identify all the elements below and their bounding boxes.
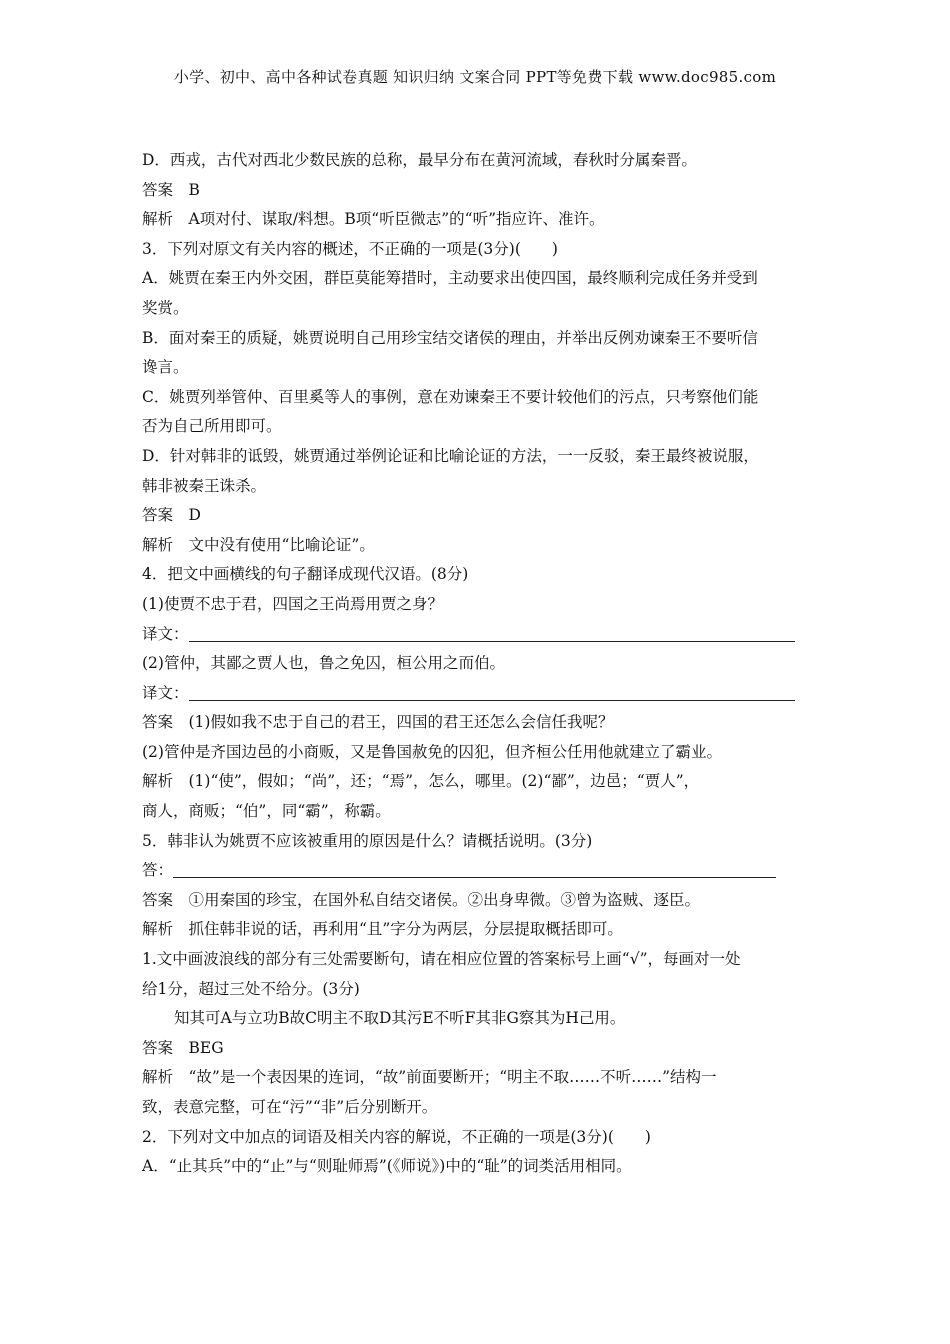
question-3: 3．下列对原文有关内容的概述，不正确的一项是(3分)( ): [142, 239, 558, 258]
analysis-line: 解析 “故”是一个表因果的连词，“故”前面要断开；“明主不取……不听……”结构一: [142, 1068, 717, 1087]
translation-label: 译文：: [142, 624, 189, 643]
answer-blank[interactable]: [189, 623, 795, 642]
analysis-line: 解析 文中没有使用“比喻论证”。: [142, 535, 375, 554]
option-b-line-cont: 谗言。: [142, 358, 189, 377]
question-2: 2．下列对文中加点的词语及相关内容的解说，不正确的一项是(3分)( ): [142, 1127, 651, 1146]
option-c-line: C．姚贾列举管仲、百里奚等人的事例，意在劝谏秦王不要计较他们的污点，只考察他们能: [142, 387, 759, 406]
answer-field-line: [142, 856, 817, 886]
punctuation-passage: 知其可A与立功B故C明主不取D其污E不听F其非G察其为H己用。: [174, 1009, 626, 1028]
question-1-cont: 给1分，超过三处不给分。(3分): [142, 979, 360, 998]
option-d2-line-cont: 韩非被秦王诛杀。: [142, 476, 267, 495]
translation-line-2: [142, 679, 817, 709]
option-a-line-cont: 奖赏。: [142, 298, 189, 317]
question-4: 4．把文中画横线的句子翻译成现代汉语。(8分): [142, 565, 469, 584]
translation-label: 译文：: [142, 683, 189, 702]
analysis-line-cont: 商人，商贩；“伯”，同“霸”，称霸。: [142, 802, 391, 821]
analysis-line: 解析 抓住韩非说的话，再利用“且”字分为两层，分层提取概括即可。: [142, 920, 623, 939]
answer-line: 答案 BEG: [142, 1038, 224, 1057]
option-d-line: D．西戎，古代对西北少数民族的总称，最早分布在黄河流域，春秋时分属秦晋。: [142, 151, 697, 169]
analysis-line: 解析 A项对付、谋取/料想。B项“听臣微志”的“听”指应许、准许。: [142, 210, 605, 229]
document-body: [142, 146, 817, 1182]
answer-label: 答：: [142, 861, 174, 880]
page-header-banner: 小学、初中、高中各种试卷真题 知识归纳 文案合同 PPT等免费下载 www.doc985.com: [173, 68, 777, 86]
answer-line: 答案 B: [142, 180, 200, 199]
option-a-line: A．“止其兵”中的“止”与“则耻师焉”(《师说》)中的“耻”的词类活用相同。: [142, 1157, 632, 1176]
question-1: 1.文中画波浪线的部分有三处需要断句，请在相应位置的答案标号上画“√”，每画对一处: [142, 950, 741, 969]
answer-line-cont: (2)管仲是齐国边邑的小商贩，又是鲁国赦免的囚犯，但齐桓公任用他就建立了霸业。: [142, 742, 722, 761]
answer-line: 答案 (1)假如我不忠于自己的君王，四国的君王还怎么会信任我呢？: [142, 713, 614, 732]
answer-blank[interactable]: [173, 859, 776, 878]
sentence-2: (2)管仲，其鄙之贾人也，鲁之免囚，桓公用之而伯。: [142, 654, 505, 673]
sentence-1: (1)使贾不忠于君，四国之王尚焉用贾之身？: [142, 594, 443, 613]
option-d2-line: D．针对韩非的诋毁，姚贾通过举例论证和比喻论证的方法，一一反驳，秦王最终被说服，: [142, 446, 759, 465]
option-a-line: A．姚贾在秦王内外交困，群臣莫能筹措时，主动要求出使四国，最终顺利完成任务并受到: [142, 269, 758, 288]
answer-line: 答案 ①用秦国的珍宝，在国外私自结交诸侯。②出身卑微。③曾为盗贼、逐臣。: [142, 890, 701, 909]
option-b-line: B．面对秦王的质疑，姚贾说明自己用珍宝结交诸侯的理由，并举出反例劝谏秦王不要听信: [142, 328, 758, 347]
option-c-line-cont: 否为自己所用即可。: [142, 417, 282, 436]
analysis-line: 解析 (1)“使”，假如；“尚”，还；“焉”，怎么，哪里。(2)“鄙”，边邑；“贾人”，: [142, 772, 700, 791]
translation-line-1: [142, 620, 817, 650]
question-5: 5．韩非认为姚贾不应该被重用的原因是什么？请概括说明。(3分): [142, 831, 593, 850]
analysis-line-cont: 致，表意完整，可在“污”“非”后分别断开。: [142, 1098, 438, 1116]
answer-blank[interactable]: [189, 682, 795, 701]
answer-line: 答案 D: [142, 506, 201, 525]
